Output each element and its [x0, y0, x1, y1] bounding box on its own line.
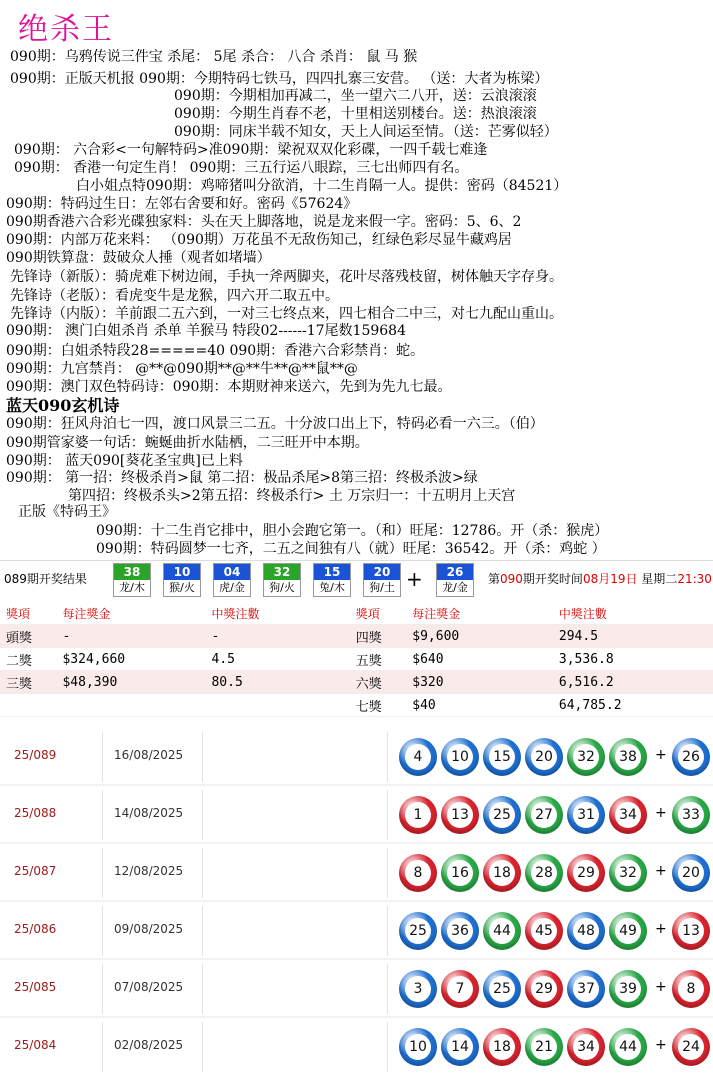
ball-zodiac: 虎/金	[214, 580, 250, 596]
column-divider	[202, 906, 203, 956]
history-row	[0, 902, 713, 960]
prediction-line: 第四招：终极杀头>2第五招：终极杀行> 土 万宗归一：十五明月上天宫	[68, 488, 516, 504]
prize-cell	[205, 694, 349, 717]
ball-number: 20	[678, 860, 704, 886]
plus-sign: +	[655, 863, 667, 879]
prediction-line: 090期： 第一招：终极杀肖>鼠 第二招：极品杀尾>8第三招：终极杀波>绿	[6, 470, 478, 486]
column-divider	[202, 848, 203, 898]
prize-cell: 七獎	[350, 694, 406, 717]
history-issue: 25/088	[14, 806, 57, 820]
special-lottery-ball	[672, 796, 710, 834]
ball-number: 7	[447, 976, 473, 1002]
prediction-line: 090期管家婆一句话：蜿蜒曲折水陆栖，二三旺开中本期。	[6, 435, 369, 451]
special-lottery-ball	[672, 738, 710, 776]
ball-number: 25	[489, 976, 515, 1002]
prize-cell	[0, 694, 56, 717]
column-divider	[102, 790, 103, 840]
prediction-line: 090期：狂风舟泊七一四，渡口风景三二五。十分波口出上下，特码必看一六三。（伯）	[6, 416, 544, 432]
prize-cell: 六獎	[350, 671, 406, 694]
ball-number: 15	[489, 744, 515, 770]
prediction-line: 白小姐点特090期：鸡啼猪叫分欲消，十二生肖隔一人。提供：密码（84521）	[76, 178, 568, 194]
ball-number: 10	[405, 1034, 431, 1060]
history-issue: 25/087	[14, 864, 57, 878]
column-divider	[387, 906, 388, 956]
history-row	[0, 960, 713, 1018]
ball-zodiac: 狗/火	[264, 580, 300, 596]
history-date: 14/08/2025	[114, 806, 184, 820]
prize-cell: 三獎	[0, 671, 56, 694]
prize-cell: 二獎	[0, 648, 56, 671]
ball-number: 37	[573, 976, 599, 1002]
prize-header-cell: 每注獎金	[406, 602, 553, 625]
prediction-line: 090期： 香港一句定生肖！ 090期：三五行运八眼踪，三七出师四有名。	[14, 160, 469, 176]
column-divider	[202, 964, 203, 1014]
ball-number: 45	[531, 918, 557, 944]
lottery-ball	[441, 796, 479, 834]
lottery-ball	[567, 912, 605, 950]
prediction-line: 090期：同床半载不知女，天上人间运至情。（送：芒雾似轻）	[174, 124, 558, 140]
prediction-line: 090期：九宫禁肖： @**@090期**@**牛**@**鼠**@	[6, 361, 358, 377]
lottery-ball	[525, 796, 563, 834]
history-issue: 25/085	[14, 980, 57, 994]
column-divider	[387, 732, 388, 782]
column-divider	[387, 848, 388, 898]
plus-sign: +	[406, 567, 423, 591]
prize-cell: 294.5	[553, 625, 713, 648]
ball-zodiac: 兔/木	[314, 580, 350, 596]
ball-number: 10	[164, 564, 200, 580]
page-title: 绝杀王	[18, 12, 114, 47]
ball-number: 49	[615, 918, 641, 944]
special-lottery-ball	[672, 912, 710, 950]
special-lottery-ball	[672, 970, 710, 1008]
special-lottery-ball	[672, 854, 710, 892]
draw-ball	[113, 563, 151, 597]
prediction-line: 090期香港六合彩光碟独家料：头在天上脚落地，说是龙来假一字。密码：5、6、2	[6, 214, 522, 230]
ball-number: 8	[405, 860, 431, 886]
ball-number: 18	[489, 860, 515, 886]
draw-ball	[163, 563, 201, 597]
lottery-ball	[567, 854, 605, 892]
lottery-ball	[567, 970, 605, 1008]
prize-cell: 四獎	[350, 625, 406, 648]
prize-row	[0, 671, 713, 694]
ball-number: 31	[573, 802, 599, 828]
ball-number: 15	[314, 564, 350, 580]
lottery-ball	[399, 970, 437, 1008]
ball-number: 26	[437, 564, 473, 580]
prediction-line: 090期铁算盘：鼓破众人捶（观者如堵墙）	[6, 250, 271, 266]
lottery-ball	[609, 796, 647, 834]
ball-number: 32	[264, 564, 300, 580]
prediction-line: 090期：澳门双色特码诗：090期：本期财神来送六，先到为先九七最。	[6, 379, 452, 395]
lottery-ball	[609, 912, 647, 950]
lottery-ball	[441, 912, 479, 950]
prize-cell: $640	[406, 648, 553, 671]
ball-number: 26	[678, 744, 704, 770]
history-row	[0, 786, 713, 844]
prediction-line: 090期： 澳门白姐杀肖 杀单 羊猴马 特段02------17尾数159684	[6, 323, 406, 339]
prediction-line: 090期：今期相加再减二，坐一望六二八开，送：云浪滚滚	[174, 88, 537, 104]
column-divider	[102, 732, 103, 782]
lottery-ball	[483, 1028, 521, 1066]
ball-zodiac: 龙/木	[114, 580, 150, 596]
plus-sign: +	[655, 921, 667, 937]
prediction-line: 090期：乌鸦传说三件宝 杀尾： 5尾 杀合： 八合 杀肖： 鼠 马 猴	[10, 49, 418, 65]
lottery-ball	[567, 738, 605, 776]
history-date: 07/08/2025	[114, 980, 184, 994]
lottery-ball	[399, 854, 437, 892]
ball-number: 24	[678, 1034, 704, 1060]
lottery-ball	[609, 970, 647, 1008]
lottery-ball	[525, 970, 563, 1008]
ball-number: 21	[531, 1034, 557, 1060]
prediction-line: 090期： 六合彩<一句解特码>准090期：梁祝双双化彩碟，一四千载七难逢	[14, 142, 488, 158]
history-date: 09/08/2025	[114, 922, 184, 936]
lottery-ball	[525, 738, 563, 776]
lottery-ball	[483, 912, 521, 950]
draw-result-label: 089期开奖结果	[4, 572, 87, 586]
ball-number: 25	[405, 918, 431, 944]
prize-header-cell: 獎項	[0, 602, 56, 625]
draw-result-bar	[0, 560, 713, 597]
lottery-ball	[483, 854, 521, 892]
prize-cell: $324,660	[56, 648, 205, 671]
draw-ball	[263, 563, 301, 597]
prediction-line: 正版《特码王》	[18, 504, 116, 520]
draw-ball	[363, 563, 401, 597]
history-date: 16/08/2025	[114, 748, 184, 762]
ball-number: 20	[364, 564, 400, 580]
ball-number: 27	[531, 802, 557, 828]
prize-cell	[56, 694, 205, 717]
prize-cell: -	[56, 625, 205, 648]
prize-cell: 3,536.8	[553, 648, 713, 671]
lottery-ball	[609, 1028, 647, 1066]
prize-header-cell: 中獎注數	[553, 602, 713, 625]
prediction-line: 先锋诗（老版）：看虎变牛是龙猴，四六开二取五中。	[10, 288, 339, 304]
prediction-line: 先锋诗（新版）：骑虎难下树边闹，手执一斧两脚夹，花叶尽落残枝留，树体触天字存身。	[10, 269, 563, 285]
ball-number: 20	[531, 744, 557, 770]
ball-number: 14	[447, 1034, 473, 1060]
lantian-heading: 蓝天090玄机诗	[6, 396, 120, 415]
ball-number: 13	[447, 802, 473, 828]
prediction-line: 090期：内部万花来料： （090期）万花虽不无敌伤知己，红绿色彩尽显牛藏鸡居	[6, 232, 512, 248]
prediction-line: 090期：特码圆梦一七齐，二五之间独有八（就）旺尾：36542。开（杀：鸡蛇 ）	[96, 541, 606, 557]
prize-cell: 6,516.2	[553, 671, 713, 694]
ball-number: 18	[489, 1034, 515, 1060]
lottery-ball	[567, 1028, 605, 1066]
prize-table	[0, 602, 713, 717]
ball-number: 4	[405, 744, 431, 770]
column-divider	[202, 790, 203, 840]
prize-row	[0, 694, 713, 717]
prediction-line: 先锋诗（内版）：羊前跟二五六到，一对三七终点来，四七相合二中三，对七九配山重山。	[10, 306, 563, 322]
prize-cell: 頭獎	[0, 625, 56, 648]
ball-number: 29	[531, 976, 557, 1002]
lottery-ball	[441, 738, 479, 776]
ball-zodiac: 狗/土	[364, 580, 400, 596]
lottery-ball	[609, 738, 647, 776]
prediction-line: 090期：今期生肖春不老，十里相送别楼台。送：热浪滚滚	[174, 106, 537, 122]
prediction-line: 090期： 蓝天090[葵花圣宝典]已上料	[6, 453, 243, 469]
prize-cell: $40	[406, 694, 553, 717]
history-issue: 25/089	[14, 748, 57, 762]
column-divider	[387, 1022, 388, 1072]
draw-ball	[313, 563, 351, 597]
history-row	[0, 1018, 713, 1076]
column-divider	[202, 1022, 203, 1072]
special-lottery-ball	[672, 1028, 710, 1066]
ball-number: 33	[678, 802, 704, 828]
plus-sign: +	[655, 1037, 667, 1053]
ball-number: 3	[405, 976, 431, 1002]
prize-header-cell: 獎項	[350, 602, 406, 625]
ball-number: 48	[573, 918, 599, 944]
lottery-ball	[399, 912, 437, 950]
prize-cell: 80.5	[205, 671, 349, 694]
ball-number: 13	[678, 918, 704, 944]
ball-zodiac: 龙/金	[437, 580, 473, 596]
ball-number: 44	[615, 1034, 641, 1060]
history-row	[0, 728, 713, 786]
prize-cell: 五獎	[350, 648, 406, 671]
ball-number: 32	[573, 744, 599, 770]
column-divider	[102, 906, 103, 956]
ball-number: 29	[573, 860, 599, 886]
ball-number: 39	[615, 976, 641, 1002]
ball-number: 8	[678, 976, 704, 1002]
ball-number: 44	[489, 918, 515, 944]
lottery-ball	[483, 796, 521, 834]
prize-cell: -	[205, 625, 349, 648]
lottery-ball	[441, 1028, 479, 1066]
lottery-ball	[483, 970, 521, 1008]
ball-number: 25	[489, 802, 515, 828]
ball-number: 32	[615, 860, 641, 886]
lottery-ball	[399, 738, 437, 776]
prediction-line: 090期：特码过生日：左邻右舍要和好。密码《57624》	[6, 196, 358, 212]
ball-number: 28	[531, 860, 557, 886]
column-divider	[387, 964, 388, 1014]
column-divider	[102, 964, 103, 1014]
lottery-ball	[483, 738, 521, 776]
lottery-ball	[525, 1028, 563, 1066]
ball-number: 34	[615, 802, 641, 828]
history-issue: 25/084	[14, 1038, 57, 1052]
history-date: 02/08/2025	[114, 1038, 184, 1052]
draw-ball	[213, 563, 251, 597]
column-divider	[102, 848, 103, 898]
ball-number: 1	[405, 802, 431, 828]
ball-number: 38	[615, 744, 641, 770]
lottery-ball	[525, 854, 563, 892]
prediction-line: 090期：白姐杀特段28=====40 090期：香港六合彩禁肖：蛇。	[6, 343, 425, 359]
prize-cell: 64,785.2	[553, 694, 713, 717]
prize-cell: $320	[406, 671, 553, 694]
history-row	[0, 844, 713, 902]
special-ball	[436, 563, 474, 597]
ball-zodiac: 猴/火	[164, 580, 200, 596]
lottery-ball	[441, 854, 479, 892]
lottery-ball	[609, 854, 647, 892]
prediction-line: 090期：正版天机报 090期：今期特码七铁马，四四扎寨三安营。 （送：大者为栋梁）	[10, 71, 549, 87]
lottery-ball	[441, 970, 479, 1008]
prize-cell: 4.5	[205, 648, 349, 671]
column-divider	[102, 1022, 103, 1072]
prize-cell: $9,600	[406, 625, 553, 648]
column-divider	[202, 732, 203, 782]
ball-number: 04	[214, 564, 250, 580]
plus-sign: +	[655, 979, 667, 995]
plus-sign: +	[655, 805, 667, 821]
lottery-ball	[399, 796, 437, 834]
lottery-ball	[525, 912, 563, 950]
ball-number: 16	[447, 860, 473, 886]
lottery-ball	[567, 796, 605, 834]
ball-number: 10	[447, 744, 473, 770]
prize-header-cell: 每注獎金	[56, 602, 205, 625]
column-divider	[387, 790, 388, 840]
plus-sign: +	[655, 747, 667, 763]
prize-header-cell: 中獎注數	[205, 602, 349, 625]
history-date: 12/08/2025	[114, 864, 184, 878]
ball-number: 38	[114, 564, 150, 580]
prize-row	[0, 625, 713, 648]
history-issue: 25/086	[14, 922, 57, 936]
next-draw-info: 第090期开奖时间08月19日 星期二21:30	[488, 572, 712, 586]
lottery-ball	[399, 1028, 437, 1066]
prize-cell: $48,390	[56, 671, 205, 694]
ball-number: 36	[447, 918, 473, 944]
prize-row	[0, 648, 713, 671]
prediction-line: 090期：十二生肖它排中，胆小会跑它第一。（和）旺尾：12786。开（杀：猴虎）	[96, 523, 609, 539]
ball-number: 34	[573, 1034, 599, 1060]
